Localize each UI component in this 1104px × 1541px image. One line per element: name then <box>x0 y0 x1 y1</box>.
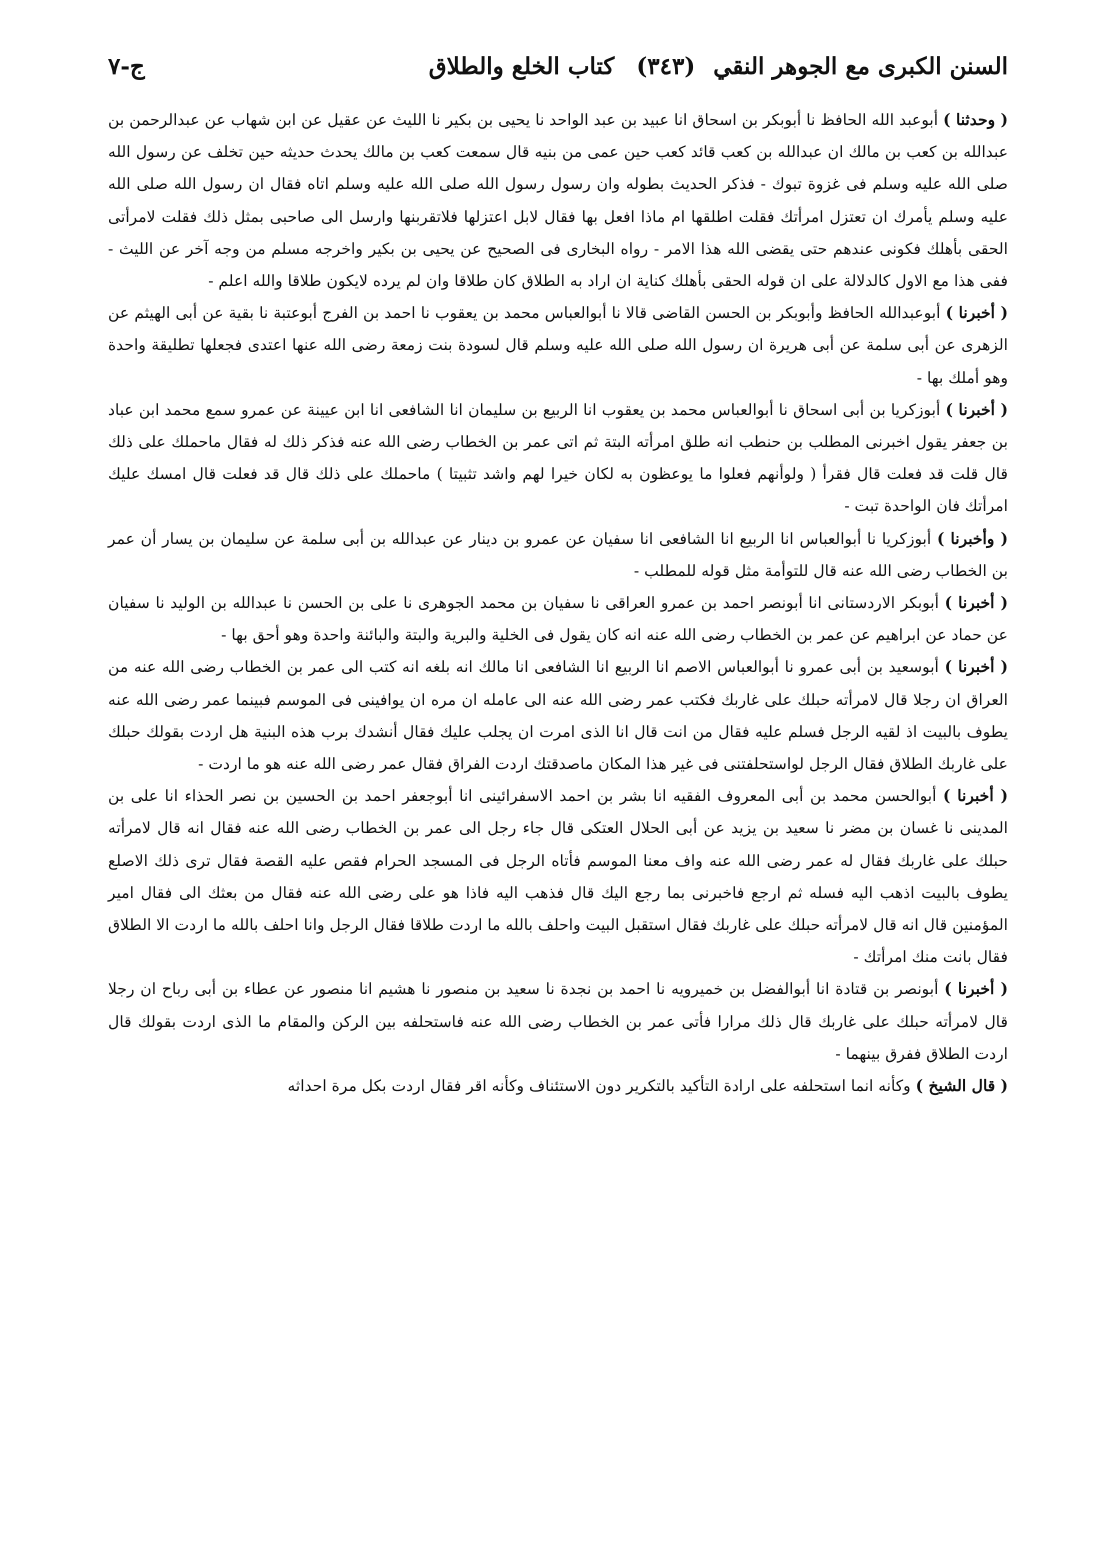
paragraph-lead: ( أخبرنا ) <box>944 593 1008 613</box>
book-title: السنن الكبرى مع الجوهر النقي <box>713 52 1008 80</box>
paragraph-lead: ( أخبرنا ) <box>945 303 1008 323</box>
paragraph-text: أبوعبدالله الحافظ وأبوبكر بن الحسن القاضى قالا نا أبوالعباس محمد بن يعقوب نا احمد بن الفرج أبوعتبة نا بقية عن أبى الهيثم عن الزهرى عن أبى سلمة عن أبى هريرة ان رسول الله صلى الله عليه وسلم قال لسودة بنت زمعة رضى الله عنها اعتدى فجعلها تطليقة واحدة وهو أملك بها - <box>108 304 1008 387</box>
paragraph-text: أبونصر بن قتادة انا أبوالفضل بن خميرويه نا احمد بن نجدة نا سعيد بن منصور نا هشيم انا منصور عن عطاء بن أبى رباح ان رجلا قال لامرأته حبلك على غاربك قال ذلك مرارا فأتى عمر بن الخطاب رضى الله عنه فاستحلفه بين الركن والمقام ما الذى اردت بقولك قال اردت الطلاق ففرق بينهما - <box>108 980 1008 1063</box>
paragraph-lead: ( أخبرنا ) <box>944 979 1008 999</box>
document-page <box>108 36 1008 1516</box>
page-header <box>108 36 1008 96</box>
paragraph <box>108 587 1008 651</box>
paragraph <box>108 297 1008 394</box>
paragraph-text: أبوالحسن محمد بن أبى المعروف الفقيه انا بشر بن احمد الاسفرائينى انا أبوجعفر احمد بن الحسين بن نصر الحذاء انا على بن المدينى نا غسان بن مضر نا سعيد بن يزيد عن أبى الحلال العتكى قال جاء رجل الى عمر بن الخطاب رضى الله عنه فقال انه قال لامرأته حبلك على غاربك فقال له عمر رضى الله عنه واف معنا الموسم فأتاه الرجل فى المسجد الحرام فقص عليه القصة فقال ترى ذلك الاصلع يطوف بالبيت اذهب اليه فسله ثم ارجع فاخبرنى بما رجع اليك قال فذهب اليه فاذا هو على رضى الله عنه فقال من بعثك الى فقال امير المؤمنين قال انه قال لامرأته حبلك على غاربك فقال استقبل البيت واحلف بالله ما اردت طلاقا فقال الرجل وانا احلف بالله ما اردت الا الطلاق فقال بانت منك امرأتك - <box>108 787 1008 967</box>
paragraph-text: أبوزكريا بن أبى اسحاق نا أبوالعباس محمد بن يعقوب انا الربيع بن سليمان انا الشافعى انا ابن عيينة عن عمرو سمع محمد ابن عباد بن جعفر يقول اخبرنى المطلب بن حنطب انه طلق امرأته البتة ثم اتى عمر بن الخطاب رضى الله عنه فذكر ذلك له فقال ماحملك على ذلك قال قلت قد فعلت قال فقرأ ( ولوأنهم فعلوا ما يوعظون به لكان خيرا لهم واشد تثبيتا ) ماحملك على ذلك قال قد فعلت قال امسك عليك امرأتك فان الواحدة تبت - <box>108 400 1008 516</box>
paragraph-text: أبوسعيد بن أبى عمرو نا أبوالعباس الاصم انا الربيع انا الشافعى انا مالك انه بلغه انه كتب الى عمر بن الخطاب رضى الله عنه من العراق ان رجلا قال لامرأته حبلك على غاربك فكتب عمر رضى الله عنه الى عامله ان مره ان يوافينى فى الموسم فبينما عمر رضى الله عنه يطوف بالبيت اذ لقيه الرجل فسلم عليه فقال من انت قال انا الذى امرت ان يجلب عليك فقال أنشدك برب هذه البنية هل اردت بقولك حبلك على غاربك الطلاق فقال الرجل لواستحلفتنى فى غير هذا المكان ماصدقتك اردت الفراق فقال عمر رضى الله عنه هو ما اردت - <box>108 658 1008 774</box>
page-body <box>108 104 1008 1102</box>
paragraph-text: أبوبكر الاردستانى انا أبونصر احمد بن عمرو العراقى نا سفيان بن محمد الجوهرى نا على بن الحسن نا عبدالله بن الوليد نا سفيان عن حماد عن ابراهيم عن عمر بن الخطاب رضى الله عنه انه كان يقول فى الخلية والبرية والبتة والبائنة واحدة وهو أحق بها - <box>108 594 1008 645</box>
paragraph <box>108 104 1008 297</box>
paragraph-text: أبوزكريا نا أبوالعباس انا الربيع انا الشافعى انا سفيان عن عمرو بن دينار عن عبدالله بن أبى سلمة عن سليمان بن يسار أن عمر بن الخطاب رضى الله عنه قال للتوأمة مثل قوله للمطلب - <box>108 529 1008 580</box>
paragraph <box>108 780 1008 973</box>
paragraph <box>108 523 1008 587</box>
page-number: (٣٤٣) <box>636 52 696 80</box>
paragraph-lead: ( وأخبرنا ) <box>936 528 1008 548</box>
paragraph-text: أبوعبد الله الحافظ نا أبوبكر بن اسحاق انا عبيد بن عبد الواحد نا يحيى بن بكير نا الليث عن عقيل عن ابن شهاب عن عبدالرحمن بن عبدالله بن كعب بن مالك ان عبدالله بن كعب قائد كعب حين عمى من بنيه قال سمعت كعب بن مالك يحدث حديثه حين تخلف عن رسول الله صلى الله عليه وسلم فى غزوة تبوك - فذكر الحديث بطوله وان رسول رسول الله صلى الله عليه وسلم اتاه فقال ان رسول الله صلى الله عليه وسلم يأمرك ان تعتزل امرأتك فقلت اطلقها ام ماذا افعل بها فقال لابل اعتزلها فلاتقربنها وارسل الى صاحبى بمثل ذلك فقلت لامرأتى الحقى بأهلك فكونى عندهم حتى يقضى الله هذا الامر - رواه البخارى فى الصحيح عن يحيى بن بكير واخرجه مسلم من وجه آخر عن الليث - ففى هذا مع الاول كالدلالة على ان قوله الحقى بأهلك كناية ان اراد به الطلاق كان طلاقا وان لم يرده لايكون طلاقا والله اعلم - <box>108 111 1008 291</box>
paragraph-lead: ( أخبرنا ) <box>944 657 1008 677</box>
paragraph <box>108 973 1008 1070</box>
volume-number: ج-٧ <box>108 52 145 80</box>
paragraph-lead: ( وحدثنا ) <box>943 110 1008 129</box>
paragraph <box>108 651 1008 780</box>
paragraph-lead: ( قال الشيخ ) <box>915 1076 1008 1096</box>
paragraph-lead: ( أخبرنا ) <box>945 399 1008 419</box>
paragraph-text: وكأنه انما استحلفه على ارادة التأكيد بالتكرير دون الاستئناف وكأنه اقر فقال اردت بكل مرة احداثه <box>287 1077 916 1096</box>
section-title: كتاب الخلع والطلاق <box>428 52 615 80</box>
paragraph <box>108 1070 1008 1102</box>
paragraph-lead: ( أخبرنا ) <box>942 786 1008 806</box>
paragraph <box>108 394 1008 523</box>
